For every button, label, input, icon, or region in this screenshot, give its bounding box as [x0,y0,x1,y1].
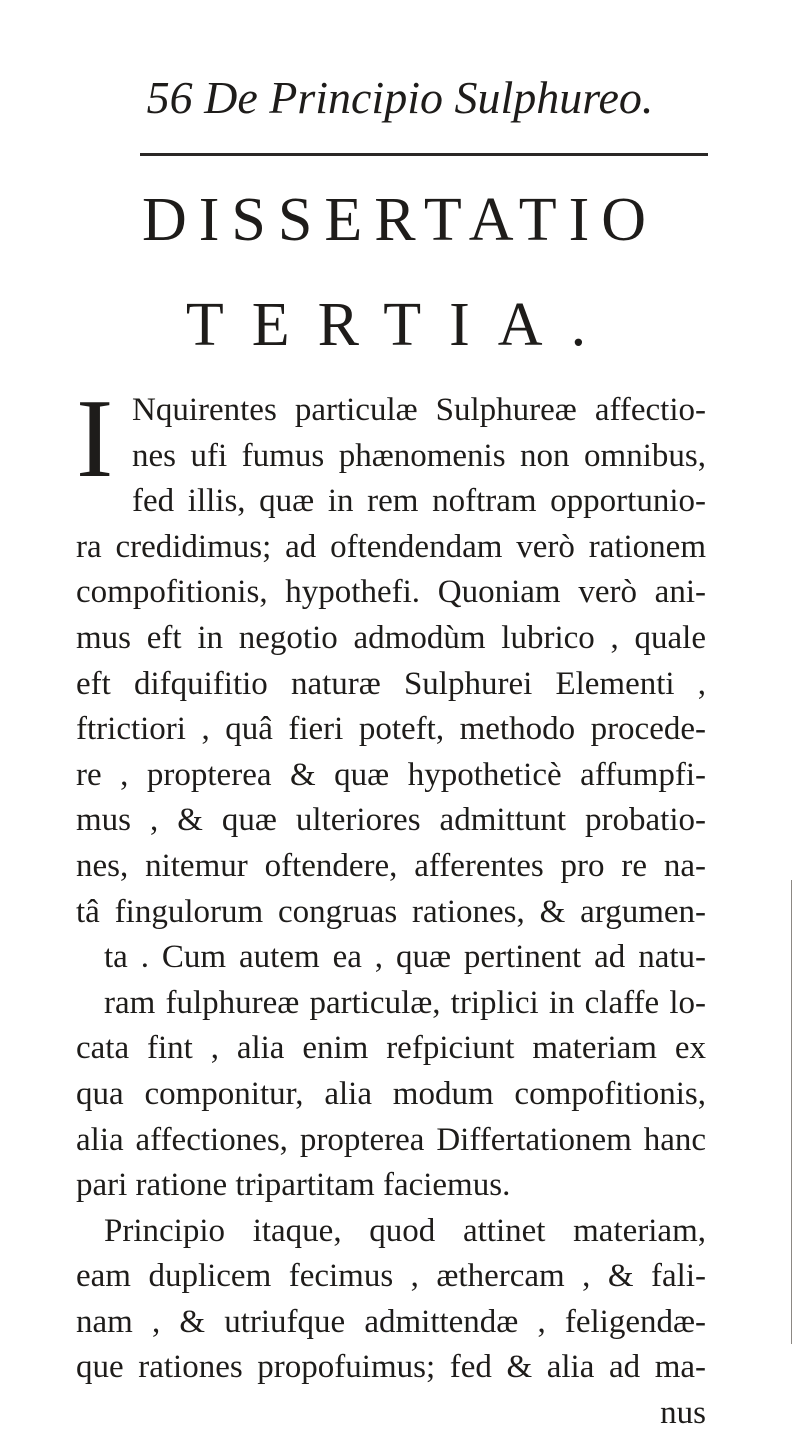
text-line: alia affectiones, propterea Differtationem hanc [76,1121,706,1158]
text-line: re , propterea & quæ hypotheticè affumpfi- [76,756,706,793]
text-line: tâ fingulorum congruas rationes, & argumen- [76,893,706,930]
text-line: cata fint , alia enim refpiciunt materiam ex [76,1030,706,1067]
text-line: ra credidimus; ad oftendendam verò rationem [76,528,706,565]
text-line: que rationes propofuimus; fed & alia ad ma- [76,1349,706,1386]
text-line: nes ufi fumus phænomenis non omnibus, [132,437,706,474]
text-line: ta . Cum autem ea , quæ pertinent ad natu- [104,939,706,976]
text-line: eft difquifitio naturæ Sulphurei Elementi , [76,665,706,702]
text-line: compofitionis, hypothefi. Quoniam verò ani- [76,574,706,611]
text-line: ftrictiori , quâ fieri poteft, methodo procede- [76,711,706,748]
catchword: nus [660,1395,706,1432]
text-line: eam duplicem fecimus , æthercam , & fali- [76,1258,706,1295]
text-line: Nquirentes particulæ Sulphureæ affectio- [132,392,706,428]
page-edge [791,880,798,1344]
header-rule [140,153,708,156]
text-line: qua componitur, alia modum compofitionis, [76,1075,706,1112]
text-line: mus , & quæ ulteriores admittunt probatio- [76,802,706,839]
body-text [76,377,706,1437]
dissertation-title: DISSERTATIO [142,186,658,254]
running-header [0,68,800,128]
text-line: Principio itaque, quod attinet materiam, [104,1212,706,1249]
text-line: mus eft in negotio admodùm lubrico , quale [76,619,706,656]
drop-cap: I [76,377,114,501]
text-line: pari ratione tripartitam faciemus. [76,1167,511,1204]
running-title: De Principio Sulphureo. [204,72,654,123]
text-line: nes, nitemur oftendere, afferentes pro re na- [76,847,706,884]
text-line: nam , & utriufque admittendæ , feligendæ- [76,1303,706,1340]
text-line: ram fulphureæ particulæ, triplici in claffe lo- [104,984,706,1021]
text-line: fed illis, quæ in rem noftram opportunio- [132,483,706,520]
dissertation-subtitle: TERTIA. [185,291,615,359]
page-number: 56 [146,72,193,123]
